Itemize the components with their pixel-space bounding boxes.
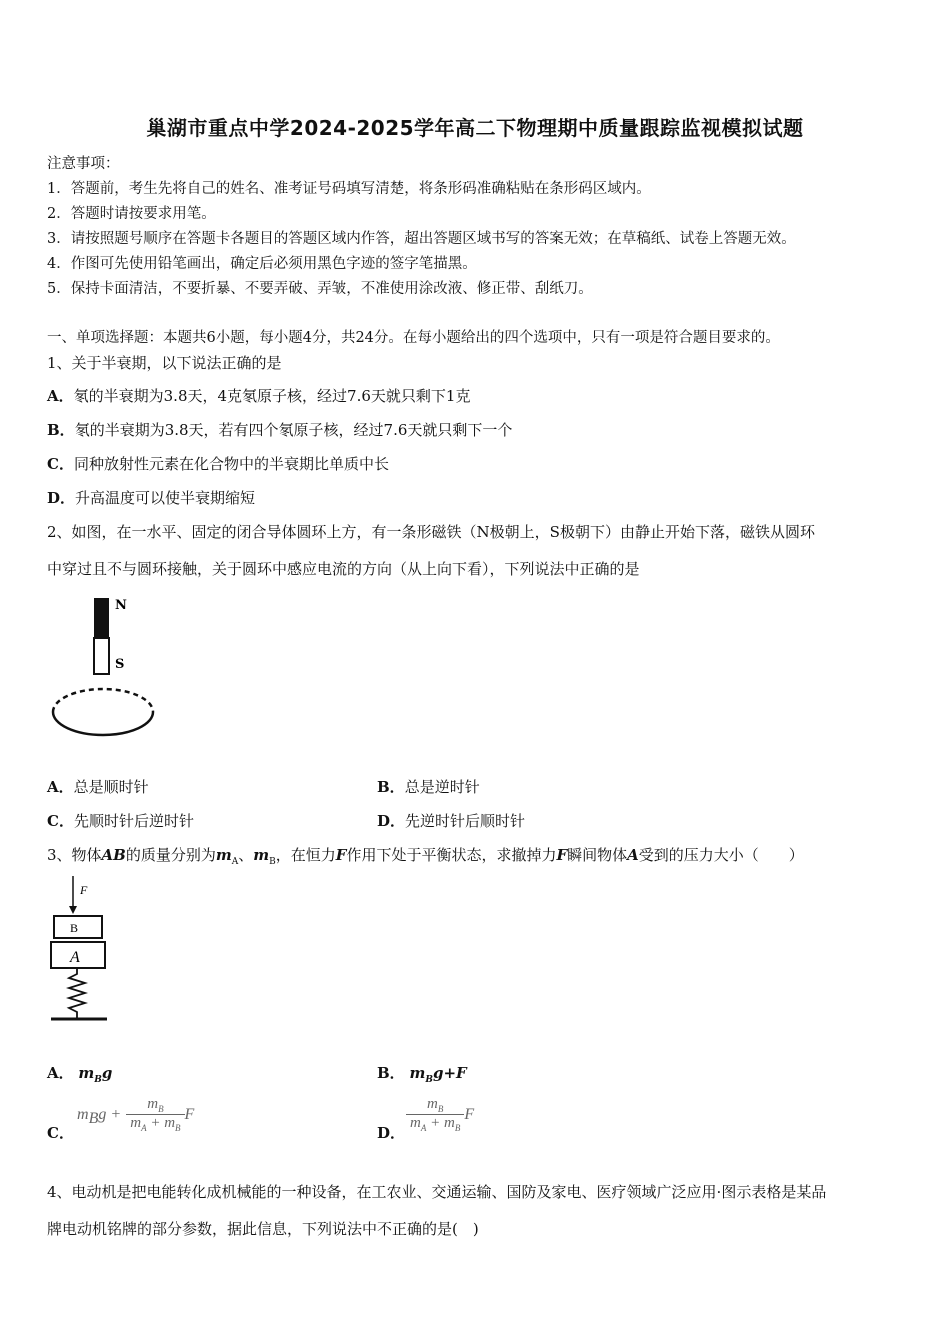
spring <box>69 968 85 1018</box>
formula-text: + <box>150 1115 161 1131</box>
force-label: F <box>80 883 88 897</box>
stem-var: m <box>215 846 232 864</box>
q1-option-a <box>47 385 470 406</box>
q3-option-c-formula <box>77 1096 194 1133</box>
option-text: 氡的半衰期为3.8天，若有四个氡原子核，经过7.6天就只剩下一个 <box>74 421 513 439</box>
stem-text: ，在恒力 <box>275 846 336 864</box>
option-letter: D． <box>377 812 406 830</box>
notice-item: 3．请按照题号顺序在答题卡各题目的答题区域内作答，超出答题区域书写的答案无效；在草稿纸、试卷上答题无效。 <box>47 231 796 247</box>
ring-front <box>53 712 153 735</box>
option-letter: C． <box>47 1124 74 1142</box>
option-text: 氡的半衰期为3.8天，4克氡原子核，经过7.6天就只剩下1克 <box>73 387 471 405</box>
option-letter: C． <box>47 455 74 473</box>
option-letter: B． <box>47 421 75 439</box>
section-heading: 一、单项选择题：本题共6小题，每小题4分，共24分。在每小题给出的四个选项中，只有一项是符合题目要求的。 <box>47 330 780 346</box>
formula-text: + <box>430 1115 441 1131</box>
stem-text: 瞬间物体 <box>567 846 628 864</box>
formula-sub: A <box>420 1123 427 1133</box>
formula-sub: B <box>88 1110 99 1128</box>
north-label: N <box>115 598 127 613</box>
question-4-stem: 牌电动机铭牌的部分参数，据此信息，下列说法中不正确的是( ) <box>47 1220 479 1238</box>
fraction-denominator <box>406 1114 464 1133</box>
formula-var: m <box>426 1096 438 1112</box>
q2-option-b <box>377 776 480 797</box>
option-var: g+F <box>432 1064 467 1082</box>
stem-sub: B <box>269 857 276 867</box>
option-letter: B． <box>377 1064 405 1082</box>
option-letter: D． <box>377 1124 406 1142</box>
formula-var: F <box>184 1106 195 1123</box>
option-sub: B <box>425 1075 433 1085</box>
formula-var: m <box>130 1115 142 1131</box>
question-1-stem: 1、关于半衰期，以下说法正确的是 <box>47 354 282 372</box>
ring-back-dashed <box>53 689 153 712</box>
notice-heading: 注意事项： <box>47 156 120 172</box>
magnet-south-half <box>94 638 109 674</box>
q3-option-a <box>47 1062 112 1085</box>
q1-option-d <box>47 487 255 508</box>
q3-option-b <box>377 1062 467 1085</box>
option-var: m <box>78 1064 95 1082</box>
formula-var: m <box>77 1106 89 1123</box>
option-text: 先顺时针后逆时针 <box>73 812 194 830</box>
q2-option-a <box>47 776 149 797</box>
formula-var: m <box>164 1115 176 1131</box>
block-a-label: A <box>70 949 80 966</box>
fraction <box>406 1096 464 1133</box>
option-text: 先逆时针后顺时针 <box>405 812 526 830</box>
block-spring-figure <box>45 872 115 1027</box>
option-var: g <box>101 1064 113 1082</box>
fraction-denominator <box>126 1114 184 1133</box>
question-3-stem <box>47 844 804 867</box>
option-var: m <box>409 1064 426 1082</box>
stem-text: 、 <box>238 846 254 864</box>
question-2-stem: 2、如图，在一水平、固定的闭合导体圆环上方，有一条形磁铁（N极朝上，S极朝下）由静止开始下落，磁铁从圆环 <box>47 523 815 541</box>
formula-sub: B <box>454 1123 461 1133</box>
formula-var: m <box>410 1115 421 1131</box>
force-arrow-head <box>69 906 77 914</box>
formula-text: g + <box>98 1106 122 1123</box>
option-text: 总是逆时针 <box>404 778 480 796</box>
option-text: 总是顺时针 <box>73 778 149 796</box>
fraction-numerator <box>126 1096 184 1114</box>
fraction <box>126 1096 184 1133</box>
stem-text: 作用下处于平衡状态，求撤掉力 <box>346 846 557 864</box>
stem-var: F <box>335 846 347 864</box>
stem-var: A <box>627 846 639 864</box>
q1-option-c <box>47 453 389 474</box>
option-text: 同种放射性元素在化合物中的半衰期比单质中长 <box>73 455 389 473</box>
q3-option-d-letter <box>377 1122 405 1143</box>
page-title: 巢湖市重点中学2024-2025学年高二下物理期中质量跟踪监视模拟试题 <box>146 116 804 140</box>
stem-var: F <box>556 846 568 864</box>
stem-sub: A <box>231 857 239 867</box>
notice-item: 5．保持卡面清洁，不要折暴、不要弄破、弄皱，不准使用涂改液、修正带、刮纸刀。 <box>47 281 593 297</box>
q2-option-c <box>47 810 194 831</box>
question-2-stem: 中穿过且不与圆环接触，关于圆环中感应电流的方向（从上向下看），下列说法中正确的是 <box>47 560 640 578</box>
option-sub: B <box>94 1075 102 1085</box>
option-letter: D． <box>47 489 76 507</box>
formula-sub: B <box>175 1123 181 1133</box>
q2-option-d <box>377 810 525 831</box>
fraction-numerator <box>406 1096 464 1114</box>
stem-var: m <box>253 846 270 864</box>
formula-var: m <box>147 1096 159 1112</box>
option-letter: C． <box>47 812 74 830</box>
stem-var: AB <box>101 846 126 864</box>
formula-sub: B <box>158 1104 164 1114</box>
formula-sub: B <box>437 1104 444 1114</box>
notice-item: 1．答题前，考生先将自己的姓名、准考证号码填写清楚，将条形码准确粘贴在条形码区域内。 <box>47 181 651 197</box>
option-letter: A． <box>47 778 74 796</box>
formula-var: m <box>443 1115 455 1131</box>
option-letter: A． <box>47 1064 74 1082</box>
stem-text: 3、物体 <box>47 846 102 864</box>
south-label: S <box>115 657 125 672</box>
stem-text: 的质量分别为 <box>125 846 216 864</box>
option-text: 升高温度可以使半衰期缩短 <box>75 489 256 507</box>
formula-var: F <box>464 1106 475 1123</box>
option-letter: B． <box>377 778 405 796</box>
notice-item: 4．作图可先使用铅笔画出，确定后必须用黑色字迹的签字笔描黑。 <box>47 256 477 272</box>
stem-text: 受到的压力大小（ ） <box>638 846 804 864</box>
option-letter: A． <box>47 387 74 405</box>
notice-item: 2．答题时请按要求用笔。 <box>47 206 216 222</box>
magnet-ring-figure <box>45 592 165 742</box>
block-b-label: B <box>70 921 79 935</box>
q3-option-d-formula <box>406 1096 474 1133</box>
formula-sub: A <box>141 1123 147 1133</box>
magnet-north-half <box>94 598 109 638</box>
q3-option-c-letter <box>47 1122 74 1143</box>
question-4-stem: 4、电动机是把电能转化成机械能的一种设备，在工农业、交通运输、国防及家电、医疗领域广泛应用·图示表格是某品 <box>47 1183 827 1201</box>
q1-option-b <box>47 419 512 440</box>
